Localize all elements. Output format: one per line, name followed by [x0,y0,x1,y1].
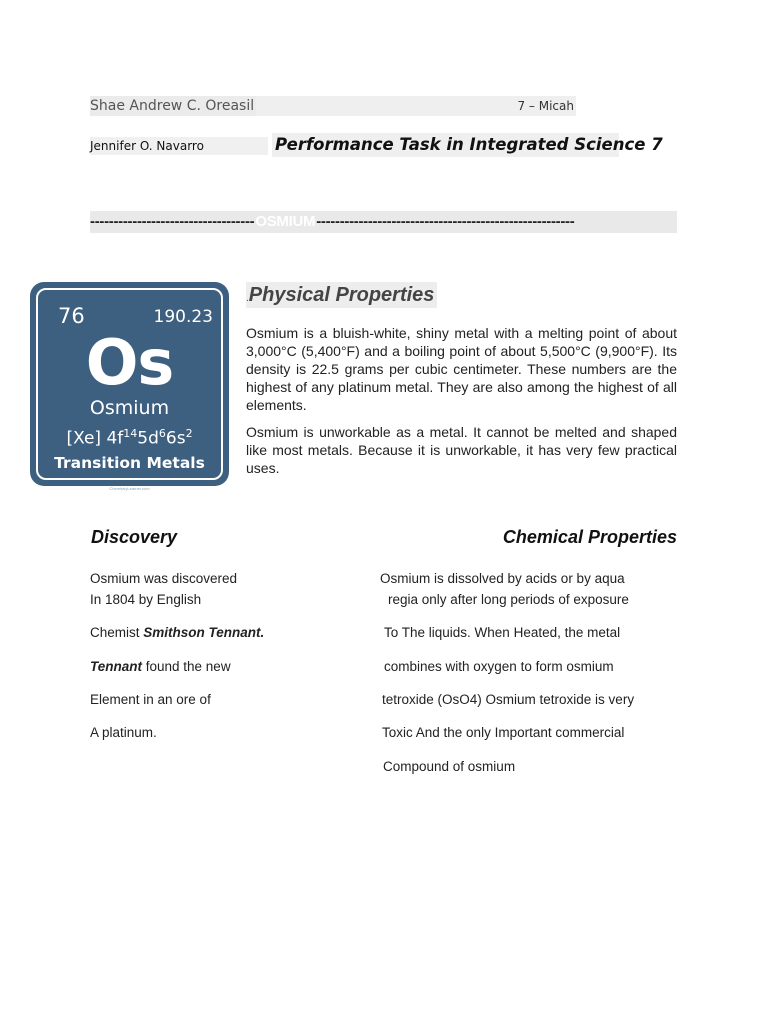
config-core: [Xe] [66,428,102,449]
task-title: Performance Task in Integrated Science 7 [272,133,619,157]
config-5d-count: 6 [158,427,166,440]
chemical-line: Toxic And the only Important commercial [382,725,625,740]
discovery-line [90,659,231,674]
config-5d: 5d [137,428,159,449]
chemical-properties-heading: Chemical Properties [502,527,677,547]
teacher-name: Jennifer O. Navarro [90,137,268,155]
chemical-line: Compound of osmium [383,759,516,774]
discoverer-name: Smithson Tennant. [143,625,265,640]
element-name: Osmium [89,397,170,419]
periodic-element-tile [30,282,229,486]
title-divider [90,211,677,233]
atomic-number: 76 [58,304,85,328]
tile-credit: ChemistryLearner.com [109,486,150,491]
discovery-line: Element in an ore of [90,692,211,707]
discovery-line: In 1804 by English [90,592,202,607]
heading-prefix: . [246,293,249,304]
physical-paragraph-2: Osmium is unworkable as a metal. It cannot be melted and shaped like most metals. Because it is unworkable, it has very few practical uses. [246,424,677,476]
chemical-line: Osmium is dissolved by acids or by aqua [380,571,625,586]
physical-properties-title: Physical Properties [248,284,435,306]
chemical-line: combines with oxygen to form osmium [384,659,614,674]
discovery-text: Chemist [90,625,144,640]
physical-paragraph-1: Osmium is a bluish-white, shiny metal with a melting point of about 3,000°C (5,400°F) and a boiling point of about 5,500°C (9,900°F). Its density is 22.5 grams per cubic centimeter. These numbers are the highest of any platinum metal. They are also among the highest of all elements. [246,325,677,413]
atomic-mass: 190.23 [153,307,213,327]
discovery-line [90,625,264,640]
class-section: 7 – Micah [517,99,574,113]
element-symbol: Os [85,326,174,399]
divider-dashes-right: ------------------------------------------------------- [316,213,575,230]
discoverer-surname: Tennant [90,659,142,674]
header-row-student [90,96,576,116]
discovery-text: found the new [142,659,231,674]
config-6s-count: 2 [185,427,193,440]
discovery-heading: Discovery [91,527,178,547]
element-category: Transition Metals [54,454,205,472]
divider-dashes-left: ----------------------------------- [90,213,255,230]
tile-border [36,288,223,480]
discovery-line: Osmium was discovered [90,571,238,586]
divider-title: OSMIUM [255,213,316,230]
discovery-line: A platinum. [90,725,157,740]
config-4f: 4f [106,428,124,449]
config-6s: 6s [165,428,186,449]
student-name: Shae Andrew C. Oreasil [90,98,255,114]
config-4f-count: 14 [123,427,138,440]
chemical-line: To The liquids. When Heated, the metal [384,625,621,640]
chemical-line: regia only after long periods of exposure [388,592,629,607]
physical-properties-heading [246,282,437,308]
chemical-line: tetroxide (OsO4) Osmium tetroxide is very [382,692,635,707]
electron-configuration [38,427,221,449]
